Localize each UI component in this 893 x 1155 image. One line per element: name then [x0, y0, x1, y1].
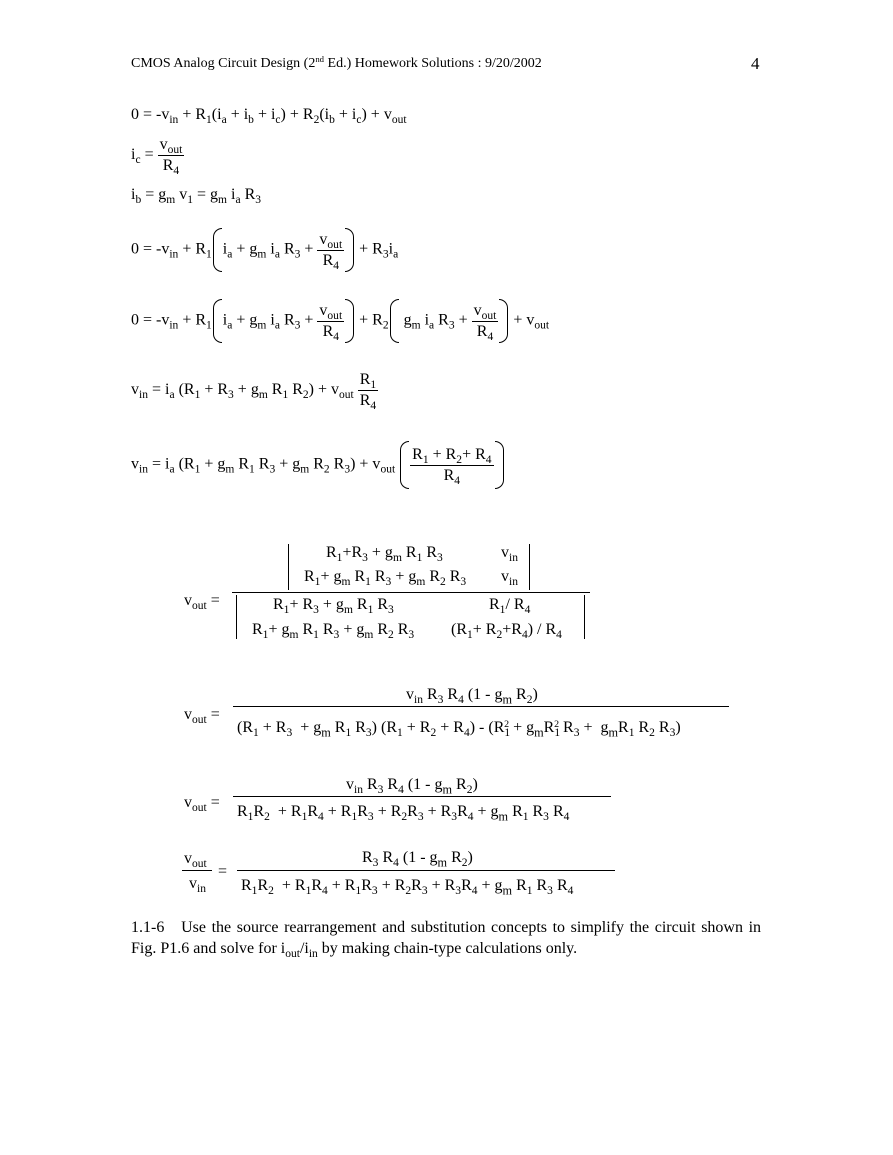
header-title: CMOS Analog Circuit Design (2nd Ed.) Homework Solutions : 9/20/2002 — [131, 54, 542, 71]
problem-number: 1.1-6 — [131, 919, 165, 936]
equation-ic: $i_c$ = $\frac{v_{out}}{R_4}$ — [131, 136, 183, 178]
equation-kvl-3: $0 = -v_{in} + R_1$ $i_a + g_m$ $i_a$ $R_3$ + $\frac{v_{out}}{R_4}$ + $R_2$ $g_m$ $i_a$ $R_3$ + $\frac{v_{out}}{R_4}$ + $v_{out}$ — [131, 299, 549, 343]
equation-kvl-1: $0 = -v_{in} + R_1(i_a + i_b + i_c) + R_2(i_b + i_c) + v_{out}$ — [131, 106, 407, 127]
equation-vin-2: $v_{in} = i_a$ ($R_1 + g_m$ $R_1$ $R_3 + g_m$ $R_2$ $R_3) + v_{out}$ $\frac{R_1 + R_2+ R_4}{R_4}$ — [131, 441, 505, 489]
equation-vin-1: $v_{in} = i_a$ ($R_1 + R_3 + g_m$ $R_1$ $R_2) + v_{out}$ $\frac{R_1}{R_4}$ — [131, 371, 377, 413]
equation-kvl-2: $0 = -v_{in} + R_1$ $i_a + g_m$ $i_a$ $R_3$ + $\frac{v_{out}}{R_4}$ + $R_3i_a$ — [131, 228, 398, 272]
page-number: 4 — [751, 54, 760, 73]
equation-ib: $i_b = g_m$ $v_1 = g_m$ $i_a$ $R_3$ — [131, 186, 261, 207]
problem-statement: 1.1-6 Use the source rearrangement and substitution concepts to simplify the circuit shown in Fig. P1.6 and solve for $i_{out}/i_{in}$ by making chain-type calculations only. — [131, 919, 762, 961]
